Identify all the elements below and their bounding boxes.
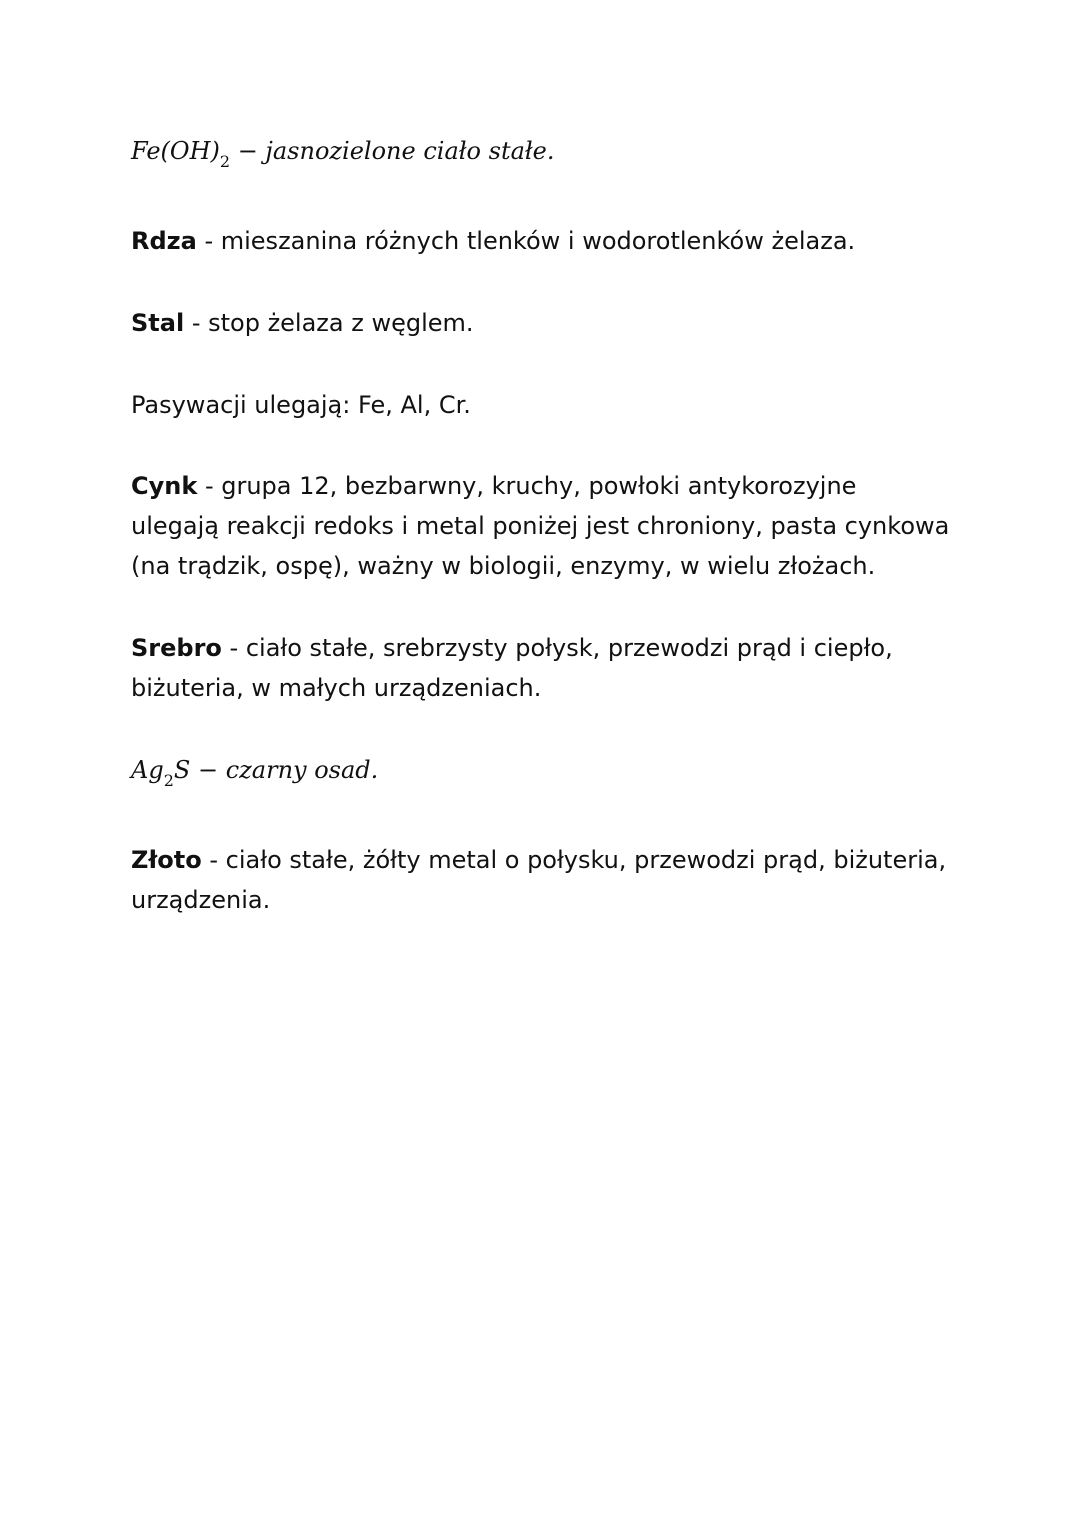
paragraph-pasywacja (131, 385, 951, 425)
definition-cynk: - grupa 12, bezbarwny, kruchy, powłoki antykorozyjne ulegają reakcji redoks i metal poniżej jest chroniony, pasta cynkowa (na trądzik, ospę), ważny w biologii, enzymy, w wielu złożach. (131, 472, 957, 580)
definition-srebro: - ciało stałe, srebrzysty połysk, przewodzi prąd i ciepło, biżuteria, w małych urządzeniach. (131, 634, 901, 702)
definition-rdza: - mieszanina różnych tlenków i wodorotlenków żelaza. (196, 227, 856, 255)
definition-zloto: - ciało stałe, żółty metal o połysku, przewodzi prąd, biżuteria, urządzenia. (131, 846, 954, 914)
formula-subscript: 2 (163, 771, 174, 790)
formula-description: − czarny osad. (190, 756, 379, 784)
paragraph-srebro (131, 628, 951, 708)
term-srebro: Srebro (131, 634, 222, 662)
term-rdza: Rdza (131, 227, 197, 255)
text-pasywacja: Pasywacji ulegają: Fe, Al, Cr. (131, 391, 471, 419)
formula-tail: S (173, 756, 191, 784)
paragraph-rdza (131, 221, 951, 261)
term-cynk: Cynk (131, 472, 198, 500)
formula-base: Fe(OH) (131, 137, 220, 165)
paragraph-stal (131, 303, 951, 343)
formula-base: Ag (131, 756, 164, 784)
formula-feoh2 (131, 131, 555, 182)
term-stal: Stal (131, 309, 185, 337)
paragraph-zloto (131, 840, 954, 920)
paragraph-cynk (131, 466, 957, 586)
formula-ag2s (131, 750, 378, 801)
term-zloto: Złoto (131, 846, 202, 874)
definition-stal: - stop żelaza z węglem. (184, 309, 474, 337)
formula-description: − jasnozielone ciało stałe. (230, 137, 555, 165)
formula-subscript: 2 (219, 152, 231, 171)
